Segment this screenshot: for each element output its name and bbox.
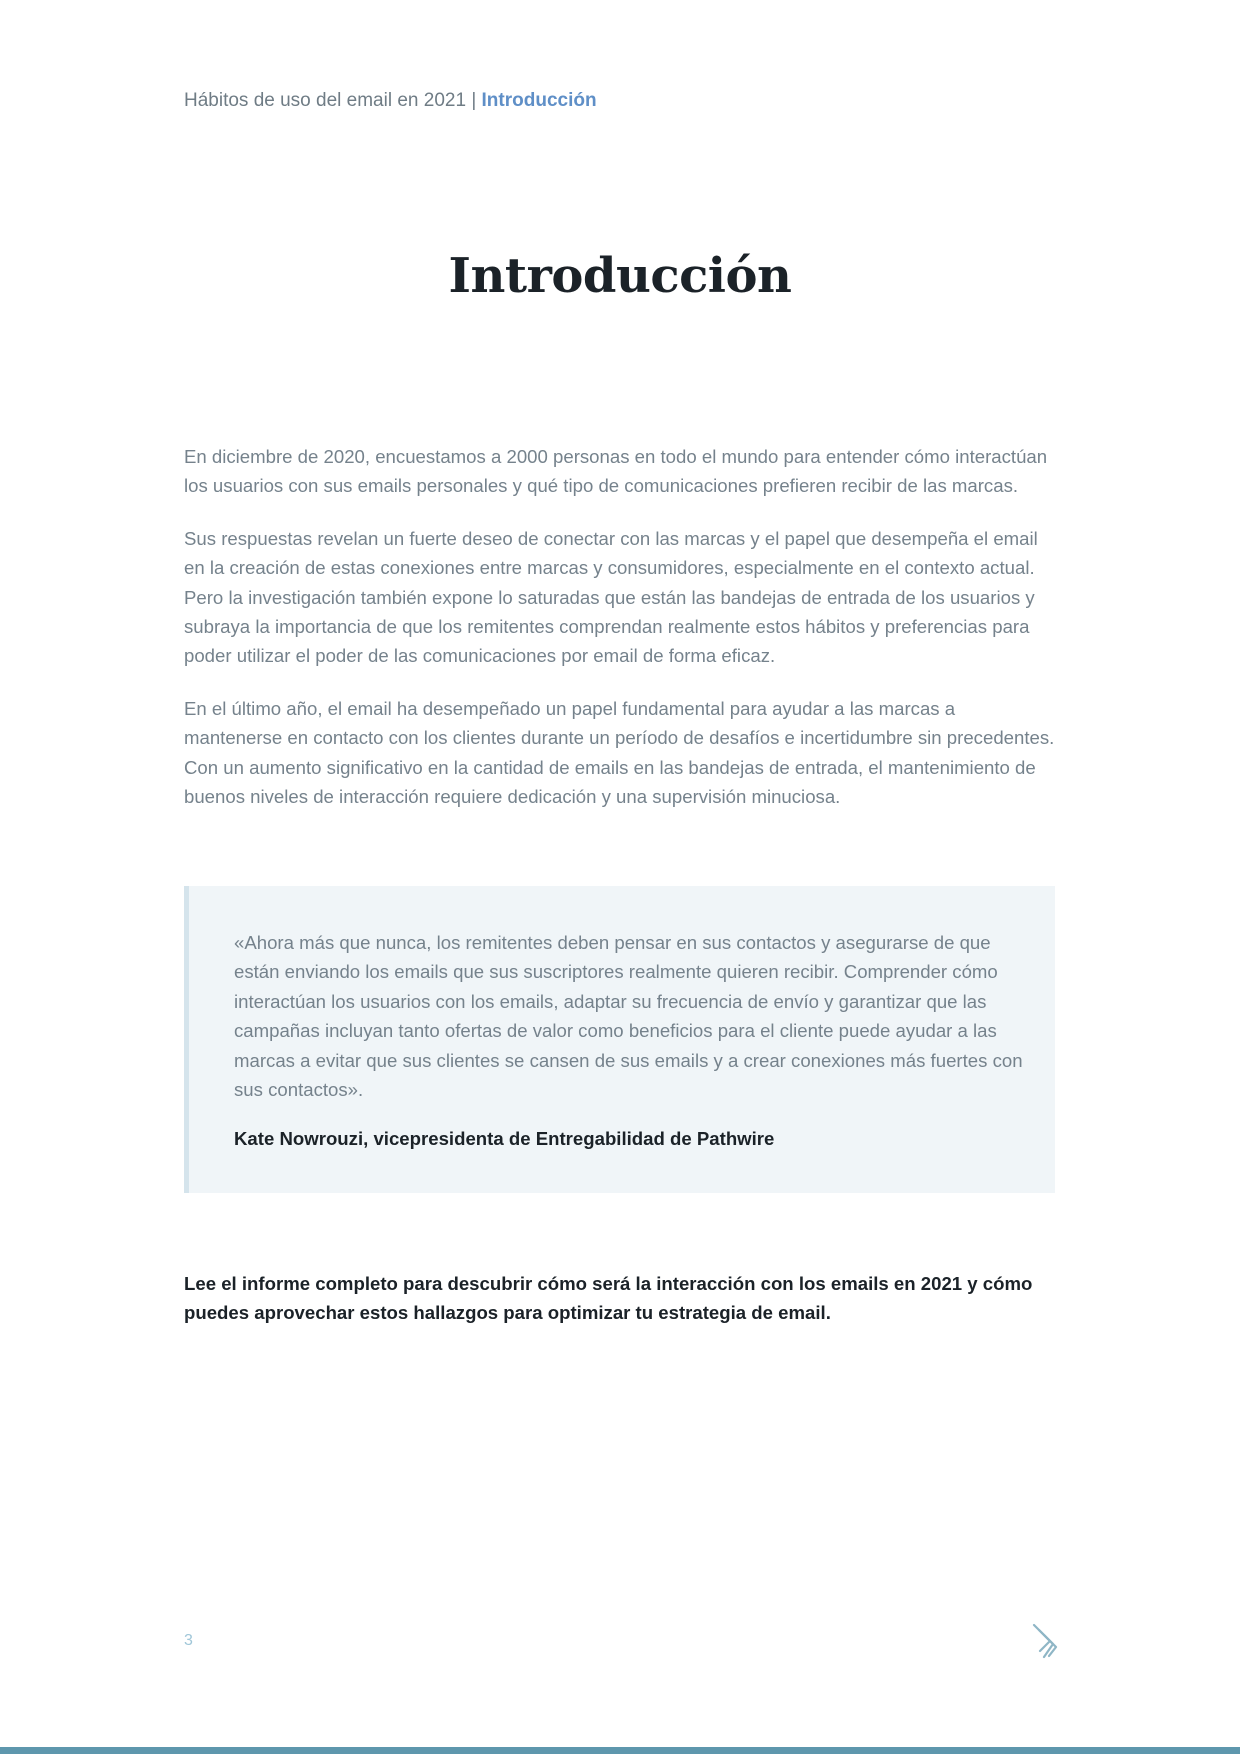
header-section: Introducción: [481, 90, 597, 111]
quote-text: «Ahora más que nunca, los remitentes deben pensar en sus contactos y asegurarse de que están enviando los emails que sus suscriptores realmente quieren recibir. Comprender cómo interactúan los usuarios con los emails, adaptar su frecuencia de envío y garantizar que las campañas incluyan tanto ofertas de valor como beneficios para el cliente puede ayudar a las marcas a evitar que sus clientes se cansen de sus emails y a crear conexiones más fuertes con sus contactos».: [234, 932, 1023, 1101]
header-separator: |: [471, 90, 477, 111]
pull-quote: [184, 886, 1055, 1193]
call-to-action: Lee el informe completo para descubrir cómo será la interacción con los emails en 2021 y cómo puedes aprovechar estos hallazgos para optimizar tu estrategia de email.: [184, 1273, 1033, 1324]
page-title: Introducción: [448, 248, 792, 304]
bottom-accent-bar: [0, 1747, 1240, 1754]
page-number: 3: [184, 1632, 193, 1649]
running-header: [184, 90, 597, 112]
quote-author: Kate Nowrouzi, vicepresidenta de Entregabilidad de Pathwire: [234, 1128, 775, 1149]
body-text: [184, 442, 1056, 834]
pathwire-logo-icon: [1030, 1622, 1060, 1660]
header-doc-title: Hábitos de uso del email en 2021: [184, 90, 467, 111]
paragraph: Sus respuestas revelan un fuerte deseo de conectar con las marcas y el papel que desempeña el email en la creación de estas conexiones entre marcas y consumidores, especialmente en el contexto actual. Pero la investigación también expone lo saturadas que están las bandejas de entrada de los usuarios y subraya la importancia de que los remitentes comprendan realmente estos hábitos y preferencias para poder utilizar el poder de las comunicaciones por email de forma eficaz.: [184, 527, 1038, 667]
paragraph: En el último año, el email ha desempeñado un papel fundamental para ayudar a las marcas a mantenerse en contacto con los clientes durante un período de desafíos e incertidumbre sin precedentes. Con un aumento significativo en la cantidad de emails en las bandejas de entrada, el mantenimiento de buenos niveles de interacción requiere dedicación y una supervisión minuciosa.: [184, 697, 1055, 808]
paragraph: En diciembre de 2020, encuestamos a 2000 personas en todo el mundo para entender cómo interactúan los usuarios con sus emails personales y qué tipo de comunicaciones prefieren recibir de las marcas.: [184, 446, 1048, 497]
